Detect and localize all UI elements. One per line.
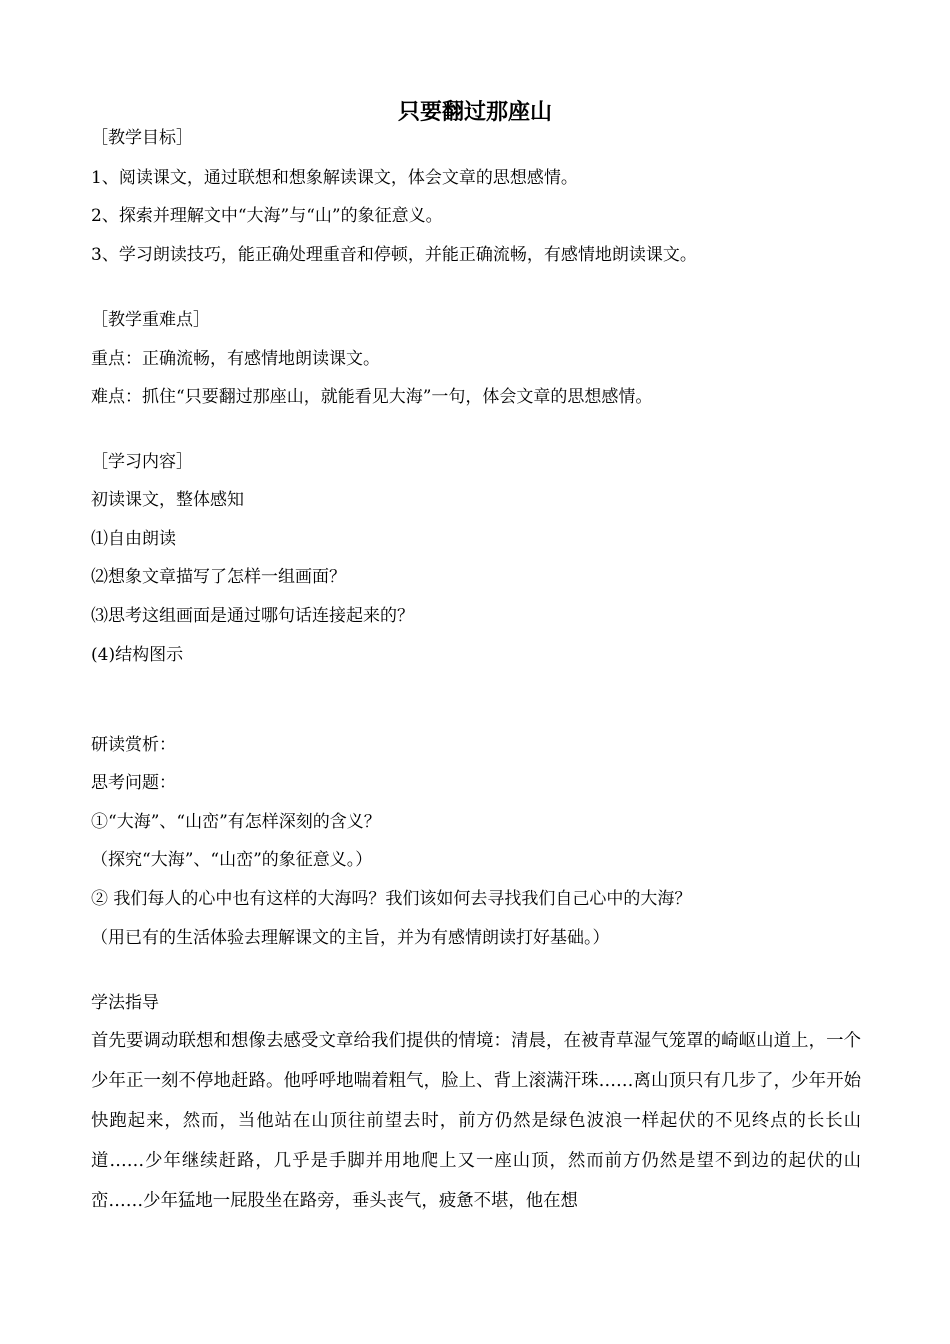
- list-item: ⑵想象文章描写了怎样一组画面？: [91, 567, 346, 587]
- question-note: （探究“大海”、“山峦”的象征意义。）: [91, 850, 373, 870]
- list-item: ⑴自由朗读: [91, 529, 176, 549]
- analysis-header: 研读赏析：: [91, 735, 176, 755]
- goals-header: ［教学目标］: [91, 128, 193, 148]
- goal-item: 2、探索并理解文中“大海”与“山”的象征意义。: [91, 206, 443, 226]
- question-item: ①“大海”、“山峦”有怎样深刻的含义？: [91, 812, 381, 832]
- difficulty-text: 难点：抓住“只要翻过那座山，就能看见大海”一句，体会文章的思想感情。: [91, 387, 653, 407]
- page-title: 只要翻过那座山: [397, 100, 552, 125]
- keypoints-header: ［教学重难点］: [91, 310, 210, 330]
- first-read-text: 初读课文，整体感知: [91, 490, 244, 510]
- list-item: ⑶思考这组画面是通过哪句话连接起来的？: [91, 606, 414, 626]
- questions-header: 思考问题：: [91, 773, 176, 793]
- method-paragraph: 首先要调动联想和想像去感受文章给我们提供的情境：清晨，在被青草湿气笼罩的崎岖山道上，一个少年正一刻不停地赶路。他呼呼地喘着粗气，脸上、背上滚满汗珠……离山顶只有几步了，少年开始快跑起来，然而，当他站在山顶往前望去时，前方仍然是绿色波浪一样起伏的不见终点的长长山道……少年继续赶路，几乎是手脚并用地爬上又一座山顶，然而前方仍然是望不到边的起伏的山峦……少年猛地一屁股坐在路旁，垂头丧气，疲惫不堪，他在想: [91, 1031, 861, 1211]
- list-item: (4)结构图示: [91, 645, 184, 665]
- keypoint-text: 重点：正确流畅，有感情地朗读课文。: [91, 349, 380, 369]
- goal-item: 1、阅读课文，通过联想和想象解读课文，体会文章的思想感情。: [91, 168, 578, 188]
- question-note: （用已有的生活体验去理解课文的主旨，并为有感情朗读打好基础。）: [91, 928, 610, 948]
- method-header: 学法指导: [91, 993, 159, 1013]
- goal-item: 3、学习朗读技巧，能正确处理重音和停顿，并能正确流畅，有感情地朗读课文。: [91, 245, 697, 265]
- question-item: ② 我们每人的心中也有这样的大海吗？我们该如何去寻找我们自己心中的大海？: [91, 889, 692, 909]
- content-header: ［学习内容］: [91, 452, 193, 472]
